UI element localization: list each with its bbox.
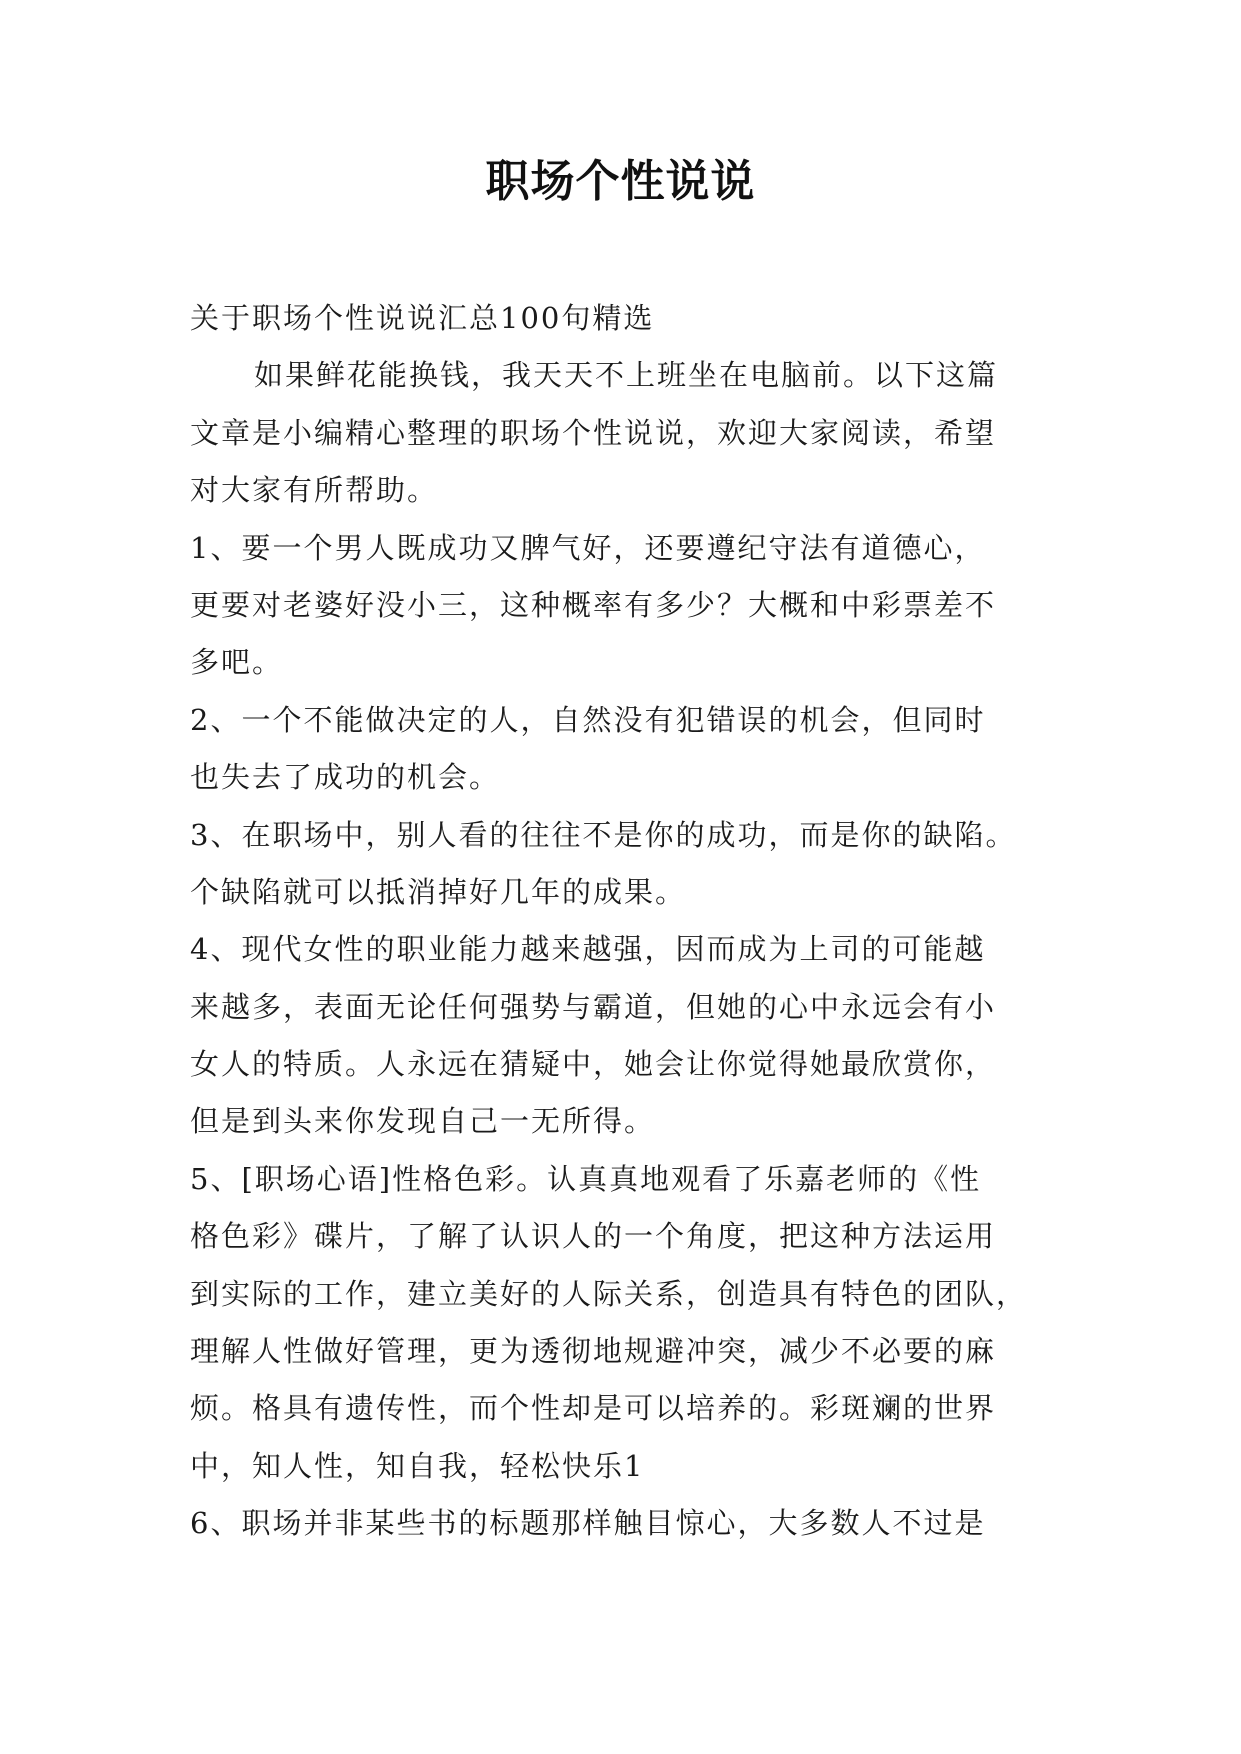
paragraph-line: 3、在职场中，别人看的往往不是你的成功，而是你的缺陷。 [190,817,1017,852]
paragraph-line: 烦。格具有遗传性，而个性却是可以培养的。彩斑斓的世界 [190,1391,997,1426]
intro-line: 对大家有所帮助。 [190,473,439,508]
paragraph-line: 多吧。 [190,645,284,680]
intro-line: 文章是小编精心整理的职场个性说说，欢迎大家阅读，希望 [190,415,997,450]
subtitle-line: 关于职场个性说说汇总100句精选 [190,301,655,335]
paragraph-line: 4、现代女性的职业能力越来越强，因而成为上司的可能越 [190,932,986,967]
paragraph-line: 也失去了成功的机会。 [190,760,501,795]
paragraph-line: 1、要一个男人既成功又脾气好，还要遵纪守法有道德心， [190,530,986,565]
paragraph-line: 5、[职场心语]性格色彩。认真真地观看了乐嘉老师的《性 [190,1161,982,1196]
paragraph-line: 到实际的工作，建立美好的人际关系，创造具有特色的团队， [190,1276,1028,1311]
paragraph-line: 理解人性做好管理，更为透彻地规避冲突，减少不必要的麻 [190,1334,997,1369]
paragraph-line: 但是到头来你发现自己一无所得。 [190,1104,656,1139]
paragraph-line: 女人的特质。人永远在猜疑中，她会让你觉得她最欣赏你， [190,1047,997,1082]
intro-line: 如果鲜花能换钱，我天天不上班坐在电脑前。以下这篇 [254,358,999,393]
paragraph-line: 格色彩》碟片，了解了认识人的一个角度，把这种方法运用 [190,1219,997,1254]
paragraph-line: 个缺陷就可以抵消掉好几年的成果。 [190,874,687,909]
paragraph-line: 更要对老婆好没小三，这种概率有多少？大概和中彩票差不 [190,587,997,622]
document-body [190,290,1060,1553]
paragraph-line: 6、职场并非某些书的标题那样触目惊心，大多数人不过是 [190,1506,986,1541]
document-title: 职场个性说说 [485,156,756,207]
paragraph-line: 来越多，表面无论任何强势与霸道，但她的心中永远会有小 [190,989,997,1024]
paragraph-line: 2、一个不能做决定的人，自然没有犯错误的机会，但同时 [190,702,986,737]
paragraph-line: 中，知人性，知自我，轻松快乐1 [190,1448,645,1483]
